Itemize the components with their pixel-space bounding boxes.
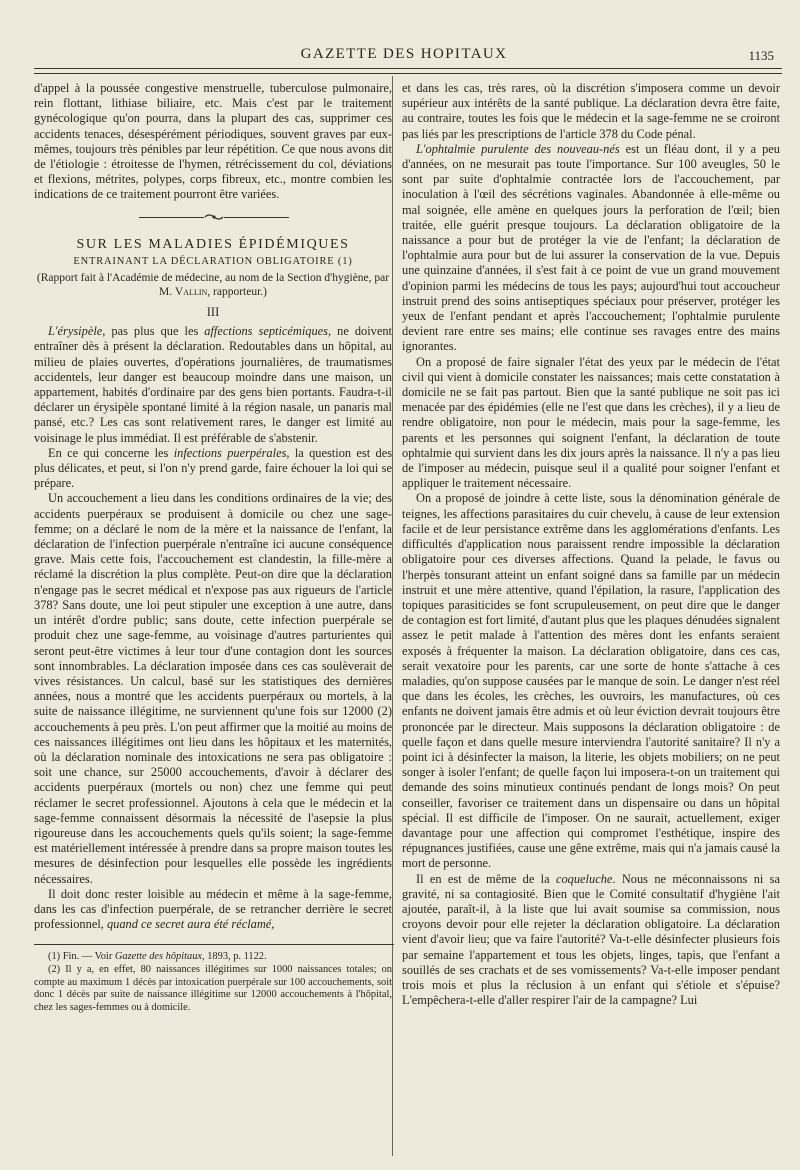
section-title: SUR LES MALADIES ÉPIDÉMIQUES — [76, 236, 350, 252]
term-infections-puerperales: infections puerpérales — [173, 445, 287, 460]
right-column — [402, 81, 780, 1008]
text-fragment: Il en est de même de la — [416, 871, 556, 886]
text-fragment: , pas plus que les — [102, 324, 205, 339]
text-fragment: est un fléau dont, il y a peu d'années, on ne mesurait pas toute l'importance. Sur 100 aveugles, 50 le sont par suite d'ophtalmie contractée lors de l'accouchement, par inoculation à l'œil des sécrétions vaginales. Abandonnée à elle-même ou mal soignée, elle amène en quelques jours la perforation de l'œil; bien traitée, elle guérit presque toujours. La déclaration obligatoire de la naissance a pour but de protéger la vie de l'enfant; la déclaration de l'ophtalmie aura pour but de lui assurer la conservation de la vue. Depuis une quinzaine d'années, il s'est fait à ce point de vue un grand mouvement d'opinion parmi les médecins de tous les pays; aujourd'hui tout accoucheur instruit prend des soins antiseptiques spéciaux pour préserver, protéger les yeux de l'enfant pendant et après l'accouchement; l'ophtalmie purulente devient rare entre ses mains; elle continue ses ravages entre des mains ignorantes. — [402, 141, 780, 354]
paragraph-signalement: On a proposé de faire signaler l'état des yeux par le médecin de l'état civil qui vient à domicile constater les naissances; mais cette constatation à domicile ne se fait pas partout. Bien que la santé publique ne soit pas ici menacée par des épidémies (elle ne l'est que dans les crèches), il y a lieu de rendre obligatoire, non pour le médecin, mais pour la sage-femme, les parents et les personnes qui soignent l'enfant, la déclaration de toute ophtalmie qui survient dans les dix jours après la naissance. Il n'y a pas lieu de l'imposer au médecin, puisque seul il a qualité pour soigner l'enfant et appliquer le traitement nécessaire. — [402, 354, 780, 491]
paragraph-secret — [34, 887, 392, 933]
paragraph-erysipele — [34, 324, 392, 446]
header-rule-thin — [34, 73, 782, 74]
header-rule — [34, 68, 782, 69]
footnote-2: (2) Il y a, en effet, 80 naissances illégitimes sur 1000 naissances totales; on compte au maximum 1 décès par intoxication puerpérale sur 100 accouchements, soit donc 1 décès par suite de naissance illégitime sur 12000 accouchements à l'hôpital, chez les sages-femmes ou à domicile. — [34, 963, 392, 1013]
report-note — [34, 271, 392, 299]
quote-secret: quand ce secret aura été réclamé, — [106, 917, 275, 932]
term-ophtalmie: L'ophtalmie purulente des nouveau-nés — [416, 141, 620, 156]
footnote-source: Gazette des hôpitaux — [114, 951, 203, 963]
text-fragment: , ne doivent entraîner dès à présent la déclaration. Redoutables dans un hôpital, au milieu de plaies ouvertes, d'opérations journalières, de traumatismes accidentels, leur danger est beaucoup moindre dans une maison, un appartement, habités d'ordinaire par des gens bien portants. Faudra-t-il déclarer un érysipèle spontané limité à la région nasale, un panaris mal pansé, etc.? Les cas sont relativement rares, le danger est limité au voisinage le plus immédiat. Il est préférable de s'abstenir. — [34, 324, 392, 445]
footnote-text: , 1893, p. 1122. — [202, 951, 267, 963]
running-head — [34, 44, 774, 66]
text-fragment: Il doit donc rester loisible au médecin et même à la sage-femme, dans les cas d'infection puerpérale, de se retrancher derrière le secret professionnel, — [34, 886, 392, 932]
text-fragment: , la question est des plus délicates, et peut, si l'on n'y prend garde, faire échouer la loi qui se prépare. — [34, 445, 393, 491]
footnote-1 — [34, 951, 392, 964]
paragraph-intro: d'appel à la poussée congestive menstruelle, tuberculose pulmonaire, rein flottant, lithiase biliaire, etc. Mais c'est par le traitement gynécologique qu'on pourra, dans la plupart des cas, supprimer ces accidents tenaces, désespérément périodiques, souvent graves par eux-mêmes, toujours très pénibles par leur répétition. Ce que nous avons dit de l'étiologie : étroitesse de l'hymen, rétrécissement du col, déviations et flexions, métrites, polypes, corps fibreux, etc., montre combien les indications de ce traitement pourront être variées. — [34, 81, 392, 202]
report-note-prefix: (Rapport fait à l'Académie de médecine, au nom de la Section d'hygiène, par M. — [36, 272, 390, 299]
left-column — [34, 81, 392, 1014]
ornament-icon — [204, 213, 224, 221]
paragraph-accouchement: Un accouchement a lieu dans les conditions ordinaires de la vie; des accidents puerpéraux se produisent à domicile ou chez une sage-femme; on a déclaré le nom de la mère et la naissance de l'enfant, la déclaration de l'infection puerpérale n'entraîne ici aucune conséquence grave. Mais cette fois, l'accouchement est clandestin, la fille-mère a réclamé la discrétion la plus complète. Peut-on dire que la déclaration n'engage pas le secret médical et n'expose pas aux rigueurs de l'article 378? Sans doute, une loi peut stipuler une exception à une autre, dans un intérêt d'ordre public; sans doute, cette infection puerpérale se produit chez une sage-femme, au voisinage d'autres parturientes qui seront peut-être victimes à leur tour d'une contagion dont les sources sont innombrables. La déclaration imposée dans ces cas soulèverait de vives résistances. Un calcul, basé sur les statistiques des dernières années, nous a montré que les accidents puerpéraux ou mortels, à la suite de naissance illégitime, ne surviennent qu'une fois sur 12000 (2) accouchements à peu près. L'on peut affirmer que la moitié au moins de ces naissances illégitimes ont lieu dans les hôpitaux et les maternités, où la déclaration nominale des intoxications ne sera pas obligatoire : soit une chance, sur 25000 accouchements, d'avoir à déclarer des accidents puerpéraux (mortels ou non) chez une femme qui peut réclamer le secret professionnel. Ajoutons à cela que le médecin et la sage-femme connaissent désormais la nécessité de l'asepsie la plus rigoureuse dans les accouchements quels qu'ils soient; la sage-femme est matériellement intéressée à prendre dans sa propre maison toutes les mesures de désinfection pour lesquelles elle possède les ingrédients nécessaires. — [34, 491, 392, 886]
paragraph-teignes: On a proposé de joindre à cette liste, sous la dénomination générale de teignes, les affections parasitaires du cuir chevelu, à cause de leur extension facile et de leur persistance extrême dans les agglomérations d'enfants. Les difficultés d'application nous paraissent rendre impossible la déclaration obligatoire pour ces diverses affections. Quand la pelade, le favus ou l'herpès tonsurant atteint un enfant soigné dans sa famille par un médecin instruit et une mère attentive, quand l'épilation, la rasure, l'application des topiques parasiticides se font scrupuleusement, on peut dire que le danger de contagion est fort limité, d'autant plus que les plaques dénudées signalent assez le petit malade à l'attention des mères dont les enfants seraient exposés à fréquenter la maison. La déclaration obligatoire, dans ces cas, serait vexatoire pour les parents, car une sorte de honte s'attache à ces maladies, qu'on suppose causées par le manque de soin. Le danger n'est réel que dans les écoles, les crèches, les ouvroirs, les manufactures, où ces enfants ne doivent jamais être admis et où leur éviction devrait toujours être prononcée par le directeur. Mais supposons la déclaration obligatoire : de quelle façon et dans quelle mesure interviendra l'autorité sanitaire? Il n'y a point ici à désinfecter la maison, la literie, les objets mobiliers; on ne peut songer à isoler l'enfant; de quelle façon lui imposera-t-on un traitement qui demande des soins minutieux continués pendant de longs mois? On peut conseiller, favoriser ce traitement dans un dispensaire ou dans un hôpital spécial. Il est difficile de l'imposer. On ne saurait, actuellement, exiger davantage pour une affection qui compromet l'esthétique, inspire des répugnances justifiées, cause une gêne extrême, mais qui n'a jamais causé la mort de personne. — [402, 491, 780, 871]
term-coqueluche: coqueluche — [555, 871, 613, 886]
section-number: III — [206, 305, 220, 320]
term-septicemiques: affections septicémiques — [204, 324, 328, 339]
paragraph-continuation: et dans les cas, très rares, où la discrétion s'imposera comme un devoir supérieur aux intérêts de la santé publique. La déclaration devra être faite, au contraire, toutes les fois que le médecin et la sage-femme ne se croiront pas liés par les prescriptions de l'article 378 du Code pénal. — [402, 81, 780, 141]
journal-title: GAZETTE DES HOPITAUX — [300, 46, 508, 62]
footnote-text: (1) Fin. — Voir — [48, 951, 115, 963]
paragraph-coqueluche — [402, 872, 780, 1009]
text-fragment: . Nous ne méconnaissons ni sa gravité, ni sa contagiosité. Bien que le Comité consultatif d'hygiène l'ait ajoutée, paraît-il, à la liste que lui avait soumise sa commission, nous croyons devoir pour elle rejeter la déclaration obligatoire. La déclaration vient d'avoir lieu; que va faire l'autorité? Va-t-elle désinfecter plusieurs fois par semaine l'appartement et tous les objets, linges, tapis, que l'enfant a souillés de ses crachats et de ses vomissements? Va-t-elle imposer pendant trois mois et plus la réclusion à un enfant qui s'étiole et s'épuise? L'empêchera-t-elle d'aller respirer l'air de la campagne? Lui — [402, 871, 780, 1008]
term-erysipele: L'érysipèle — [48, 324, 103, 339]
section-ornament — [34, 213, 392, 221]
section-subtitle: ENTRAINANT LA DÉCLARATION OBLIGATOIRE (1) — [73, 255, 353, 267]
report-note-suffix: , rapporteur.) — [207, 286, 267, 299]
page-number: 1135 — [748, 48, 774, 63]
paragraph-puerperal — [34, 446, 392, 492]
column-divider — [392, 76, 393, 1156]
text-fragment: En ce qui concerne les — [48, 445, 174, 460]
paragraph-ophtalmie — [402, 142, 780, 355]
footnote-rule — [34, 944, 394, 945]
rapporteur-name: Vallin — [174, 286, 208, 299]
